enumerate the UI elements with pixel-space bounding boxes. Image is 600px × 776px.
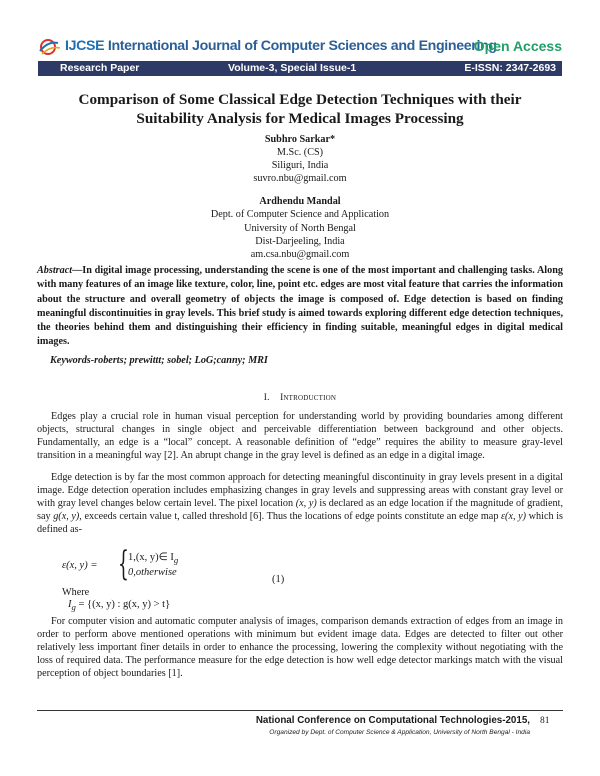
where-label: Where [62, 587, 90, 598]
author-1-line: Siliguri, India [271, 160, 329, 172]
section-heading [0, 393, 600, 403]
journal-header [38, 36, 562, 58]
title-line-1: Comparison of Some Classical Edge Detection Techniques with their [78, 91, 522, 108]
cases-brace: { [118, 544, 129, 584]
keywords: Keywords-roberts; prewittt; sobel; LoG;canny; MRI [50, 355, 268, 366]
abstract [37, 264, 563, 350]
author-2-line: Dist-Darjeeling, India [255, 235, 345, 247]
section-number: I. [263, 393, 270, 403]
paper-type: Research Paper [60, 62, 140, 74]
journal-name-abbrev: IJCSE [65, 38, 105, 54]
author-name-2: Ardhendu Mandal [259, 196, 341, 208]
author-2-line: University of North Bengal [244, 222, 356, 234]
paragraph-2-text: Edge detection is by far the most common approach for detecting meaningful discontinuity in gray levels present in a digital image. Edge detection operation includes emphasizing changes in gray levels and suppressing areas with constant gray level or with gray level changes below certain level. The pixel location [37, 472, 563, 509]
footer-divider [37, 710, 563, 711]
section-title: Introduction [280, 393, 337, 403]
conference-name: National Conference on Computational Technologies-2015, [255, 715, 530, 726]
issue-band [38, 61, 562, 76]
issn: E-ISSN: 2347-2693 [464, 62, 556, 74]
page-number: 81 [540, 716, 550, 726]
equation-number: (1) [272, 574, 285, 585]
volume-info: Volume-3, Special Issue-1 [228, 62, 357, 74]
author-1-line: M.Sc. (CS) [276, 147, 324, 159]
author-name-1: Subhro Sarkar* [264, 134, 336, 145]
equation-case-1: 1,(x, y)∈ $I_g$ [128, 552, 179, 566]
math-xy: (x, y) [295, 498, 317, 509]
threshold-definition: $I_g = \{(x$, y) : g(x, y) > t} [68, 599, 171, 613]
title-line-2: Suitability Analysis for Medical Images Processing [136, 110, 464, 127]
author-block [100, 133, 500, 261]
equation-1 [62, 544, 562, 585]
equation-lhs: ε(x, y) = [62, 560, 98, 571]
abstract-label: Abstract [37, 265, 73, 276]
author-2-line: Dept. of Computer Science and Application [210, 209, 390, 221]
author-2-email: am.csa.nbu@gmail.com [250, 248, 350, 260]
abstract-text: —In digital image processing, understanding the scene is one of the most important and challenging tasks. Along with many features of an image like texture, color, line, point etc. edges are most vital feature that carries the information about the structure and overall geometry of objects the image is composed of. Edge detection is based on finding meaningful discontinuities in gray levels. This brief study is aimed towards exploring different edge detection techniques, the theories behind them and distinguishing their efficiency in finding suitable, meaningful edges in digital medical images. [37, 265, 563, 348]
author-1-email: suvro.nbu@gmail.com [253, 173, 347, 185]
paragraph-3 [37, 615, 563, 680]
journal-name-full: International Journal of Computer Sciences and Engineering [104, 38, 497, 54]
open-access-label: Open Access [473, 38, 562, 54]
math-exy: ε(x, y) [501, 511, 527, 522]
paragraph-1-text: Edges play a crucial role in human visual perception for understanding world by providing boundaries among different objects, structural changes in single object and perceivable differentiation between background and other objects. Fundamentally, an edge is a “local” concept. A reasonable definition of “edge” requires the ability to measure gray-level transition in a meaningful way [2]. An abrupt change in the gray level is defined as an edge in a digital image. [37, 411, 563, 461]
math-gxy: g(x, y) [53, 511, 80, 522]
paper-title [60, 90, 540, 128]
paragraph-2: Edge detection is by far the most common approach for detecting meaningful discontinuity in gray levels present in a digital image. Edge detection operation includes emphasizing changes in gray levels and suppressing areas with constant gray level or with gray level changes below certain level. The pixel location (x, y) is declared as an edge location if the magnitude of gradient, say g(x, y), exceeds certain value t, called threshold [6]. Thus the locations of edge points constitute an edge map ε(x, y) which is defined as- [37, 472, 564, 535]
journal-name [65, 38, 497, 54]
ijcse-logo-icon [38, 37, 64, 57]
paragraph-1 [37, 410, 563, 462]
equation-case-2: 0,otherwise [128, 567, 177, 578]
organizer: Organized by Dept. of Computer Science & Application, University of North Bengal - India [269, 729, 530, 736]
paragraph-3-text: For computer vision and automatic computer analysis of images, comparison demands extraction of edges from an image in order to perform above mentioned operations with minimum but evident image data. Edges are detected to filter out other relatively less important finer details in order to enhance the processing, lowering the complexity without negotiating with the loss of required data. The performance measure for the edge detection is how well edge detector markings match with the visual perception of object boundaries [1]. [37, 616, 563, 679]
